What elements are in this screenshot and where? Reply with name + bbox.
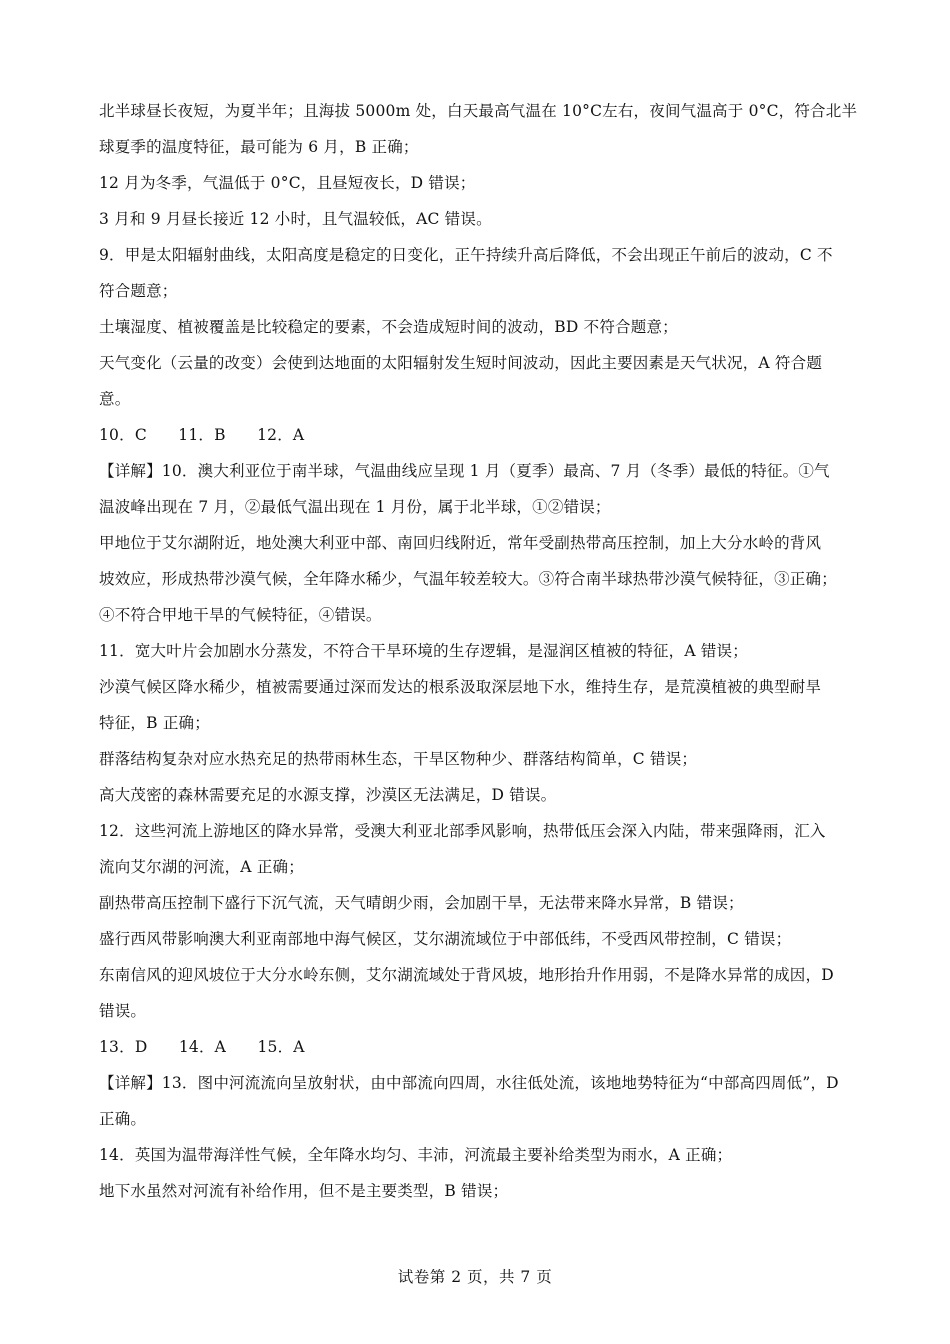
text-line: 14．英国为温带海洋性气候，全年降水均匀、丰沛，河流最主要补给类型为雨水，A 正确；: [99, 1146, 733, 1164]
text-line: 群落结构复杂对应水热充足的热带雨林生态，干旱区物种少、群落结构简单，C 错误；: [99, 750, 698, 768]
text-line: 北半球昼长夜短，为夏半年；且海拔 5000m 处，白天最高气温在 10°C左右，夜间气温高于 0°C，符合北半: [99, 102, 858, 120]
text-line: 正确。: [99, 1110, 147, 1128]
text-line: 【详解】13．图中河流流向呈放射状，由中部流向四周，水往低处流，该地地势特征为“中部高四周低”，D: [99, 1074, 839, 1092]
text-line: 3 月和 9 月昼长接近 12 小时，且气温较低，AC 错误。: [99, 210, 492, 228]
text-line: 9．甲是太阳辐射曲线，太阳高度是稳定的日变化，正午持续升高后降低，不会出现正午前后的波动，C 不: [99, 246, 833, 264]
text-line: 甲地位于艾尔湖附近，地处澳大利亚中部、南回归线附近，常年受副热带高压控制，加上大分水岭的背风: [99, 534, 822, 552]
page-body: [99, 93, 859, 1209]
text-line: 地下水虽然对河流有补给作用，但不是主要类型，B 错误；: [99, 1182, 509, 1200]
text-line: 东南信风的迎风坡位于大分水岭东侧，艾尔湖流域处于背风坡，地形抬升作用弱，不是降水异常的成因，D: [99, 966, 834, 984]
text-line: 错误。: [99, 1002, 147, 1020]
page-footer: 试卷第 2 页，共 7 页: [397, 1268, 553, 1286]
answer-line: 13．D 14．A 15．A: [99, 1038, 305, 1056]
text-line: 坡效应，形成热带沙漠气候，全年降水稀少，气温年较差较大。③符合南半球热带沙漠气候特征，③正确；: [99, 570, 837, 588]
text-line: 球夏季的温度特征，最可能为 6 月，B 正确；: [99, 138, 419, 156]
text-line: 特征，B 正确；: [99, 714, 210, 732]
text-line: 温波峰出现在 7 月，②最低气温出现在 1 月份，属于北半球，①②错误；: [99, 498, 611, 516]
text-line: 12 月为冬季，气温低于 0°C，且昼短夜长，D 错误；: [99, 174, 476, 192]
text-line: 盛行西风带影响澳大利亚南部地中海气候区，艾尔湖流域位于中部低纬，不受西风带控制，C 错误；: [99, 930, 792, 948]
text-line: 符合题意；: [99, 282, 178, 300]
text-line: 土壤湿度、植被覆盖是比较稳定的要素，不会造成短时间的波动，BD 不符合题意；: [99, 318, 678, 336]
text-line: 高大茂密的森林需要充足的水源支撑，沙漠区无法满足，D 错误。: [99, 786, 557, 804]
text-line: 11．宽大叶片会加剧水分蒸发，不符合干旱环境的生存逻辑，是湿润区植被的特征，A 错误；: [99, 642, 748, 660]
text-line: 流向艾尔湖的河流，A 正确；: [99, 858, 304, 876]
text-line: 副热带高压控制下盛行下沉气流，天气晴朗少雨，会加剧干旱，无法带来降水异常，B 错误；: [99, 894, 744, 912]
text-line: 12．这些河流上游地区的降水异常，受澳大利亚北部季风影响，热带低压会深入内陆，带来强降雨，汇入: [99, 822, 826, 840]
answer-line: 10．C 11．B 12．A: [99, 426, 305, 444]
text-line: 意。: [99, 390, 131, 408]
text-line: 天气变化（云量的改变）会使到达地面的太阳辐射发生短时间波动，因此主要因素是天气状况，A 符合题: [99, 354, 823, 372]
text-line: 【详解】10．澳大利亚位于南半球，气温曲线应呈现 1 月（夏季）最高、7 月（冬季）最低的特征。①气: [99, 462, 830, 480]
text-line: ④不符合甲地干旱的气候特征，④错误。: [99, 606, 382, 624]
text-line: 沙漠气候区降水稀少，植被需要通过深而发达的根系汲取深层地下水，维持生存，是荒漠植被的典型耐旱: [99, 678, 822, 696]
